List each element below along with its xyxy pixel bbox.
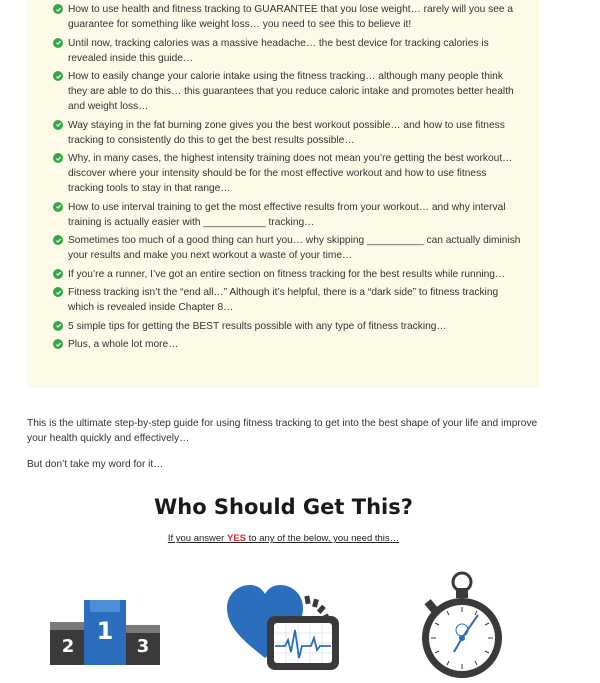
benefit-text: How to use interval training to get the most effective results from your workout… and why interval training is actually easier with ___________ tracking…: [68, 201, 506, 228]
list-item: [53, 2, 523, 32]
check-circle-icon: [53, 38, 63, 48]
list-item: [53, 200, 523, 230]
benefit-text: Plus, a whole lot more…: [68, 339, 179, 350]
benefit-text: If you’re a runner, I’ve got an entire section on fitness tracking for the best results while running…: [68, 268, 506, 280]
benefit-text: 5 simple tips for getting the BEST results possible with any type of fitness tracking…: [68, 320, 447, 332]
list-item: [53, 118, 523, 148]
check-circle-icon: [53, 202, 63, 212]
section-subtitle: [0, 533, 567, 544]
benefit-text: Why, in many cases, the highest intensity training does not mean you’re getting the best workout… discover where your intensity should be for the most effective workout and how to use fitness tracking tools to stay in that range…: [68, 153, 513, 194]
check-circle-icon: [53, 153, 63, 163]
intro-paragraph: This is the ultimate step-by-step guide for using fitness tracking to get into the best shape of your life and improve your health quickly and effectively…: [27, 418, 538, 444]
list-item: [53, 36, 523, 66]
check-circle-icon: [53, 120, 63, 130]
list-item: [53, 69, 523, 114]
subtitle-after: to any of the below, you need this…: [246, 533, 400, 544]
benefit-text: How to easily change your calorie intake using the fitness tracking… although many people think they are able to do this… this guarantees that you reduce caloric intake and promotes better health and weight loss…: [68, 71, 514, 112]
section-title: Who Should Get This?: [154, 495, 413, 519]
list-item: [53, 337, 523, 352]
heart-monitor-icon: [225, 580, 345, 675]
list-item: [53, 319, 523, 334]
list-item: [53, 285, 523, 315]
podium-first: 1: [96, 617, 114, 645]
podium-icon: [50, 595, 162, 665]
stopwatch-icon: [418, 570, 508, 683]
benefits-box: [27, 0, 540, 388]
check-circle-icon: [53, 339, 63, 349]
list-item: [53, 151, 523, 196]
check-circle-icon: [53, 235, 63, 245]
subtitle-yes: YES: [226, 533, 246, 544]
podium-second: 2: [61, 636, 75, 657]
list-item: [53, 233, 523, 263]
benefit-text: Way staying in the fat burning zone gives you the best workout possible… and how to use fitness tracking to consistently do this to get the best results possible…: [68, 119, 505, 146]
benefit-list: [53, 2, 523, 356]
benefit-text: Sometimes too much of a good thing can hurt you… why skipping __________ can actually diminish your results and make you next workout a waste of your time…: [68, 235, 521, 261]
list-item: [53, 267, 523, 282]
check-circle-icon: [53, 71, 63, 81]
benefit-text: How to use health and fitness tracking to GUARANTEE that you lose weight… rarely will you see a guarantee for something like weight loss… you need to see this to believe it!: [68, 4, 514, 30]
subtitle-before: If you answer: [167, 533, 227, 544]
take-my-word-paragraph: But don’t take my word for it…: [27, 459, 164, 470]
podium-third: 3: [136, 636, 150, 657]
benefit-text: Until now, tracking calories was a massive headache… the best device for tracking calories is revealed inside this guide…: [68, 37, 489, 64]
check-circle-icon: [53, 321, 63, 331]
check-circle-icon: [53, 287, 63, 297]
check-circle-icon: [53, 269, 63, 279]
benefit-text: Fitness tracking isn’t the “end all…” Although it’s helpful, there is a “dark side” to fitness tracking which is revealed inside Chapter 8…: [68, 287, 499, 313]
check-circle-icon: [53, 4, 63, 14]
